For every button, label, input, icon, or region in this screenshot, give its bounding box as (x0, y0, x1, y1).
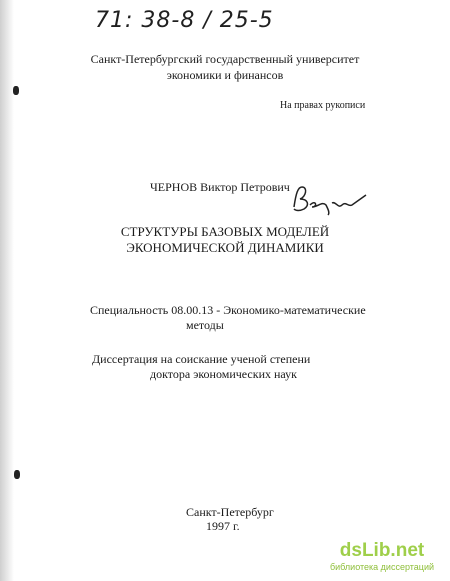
degree-line1: Диссертация на соискание ученой степени (92, 352, 311, 366)
city: Санкт-Петербург (186, 505, 274, 519)
scan-shadow-edge (0, 0, 14, 581)
hole-punch-mark-bottom (14, 470, 20, 479)
hole-punch-mark-top (13, 86, 19, 95)
title-line1: СТРУКТУРЫ БАЗОВЫХ МОДЕЛЕЙ (120, 224, 330, 239)
specialty-line2: методы (186, 318, 224, 332)
watermark-subtitle: библиотека диссертаций (329, 562, 434, 572)
archive-code-handwritten: 71: 38-8 / 25-5 (95, 8, 274, 33)
watermark-name: dsLib.net (339, 540, 425, 561)
manuscript-rights: На правах рукописи (280, 100, 366, 111)
university-line1: Санкт-Петербургский государственный университет (90, 52, 360, 66)
university-line2: экономики и финансов (166, 68, 284, 82)
title-line2: ЭКОНОМИЧЕСКОЙ ДИНАМИКИ (126, 240, 324, 255)
author-name: ЧЕРНОВ Виктор Петрович (150, 180, 290, 194)
degree-line2: доктора экономических наук (150, 367, 297, 381)
specialty-line1: Специальность 08.00.13 - Экономико-математические (90, 303, 366, 317)
dslib-watermark-logo (322, 541, 442, 575)
year: 1997 г. (206, 519, 240, 533)
signature (290, 183, 372, 217)
